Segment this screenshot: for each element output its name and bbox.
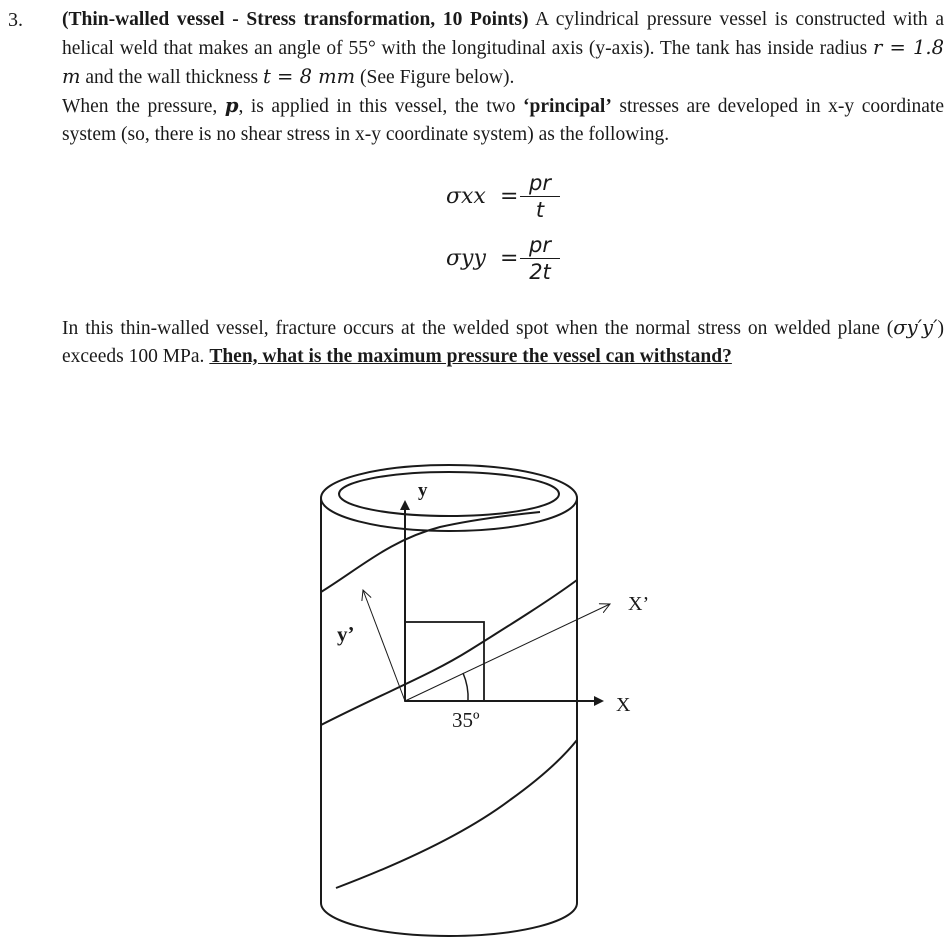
angle-label: 35º (452, 708, 480, 732)
question-prompt: Then, what is the maximum pressure the vessel can withstand? (209, 346, 732, 367)
angle-arc (463, 673, 468, 701)
sigma-weld-symbol: σy′y′ (893, 316, 938, 339)
cylinder-top-inner (339, 472, 559, 516)
stress-element (405, 622, 484, 701)
x-axis-label: X (616, 694, 631, 716)
fraction-numerator: pr (520, 232, 560, 259)
weld-line (336, 740, 577, 888)
question-number: 3. (8, 9, 23, 31)
x-prime-axis-arrow (405, 604, 610, 701)
cylinder-top-outer (321, 465, 577, 531)
equation-equals: = (500, 246, 519, 271)
pressure-text-2: , is applied in this vessel, the two (238, 96, 523, 117)
intro-text-3: (See Figure below). (355, 67, 515, 88)
y-prime-axis-arrow (363, 590, 405, 701)
thickness-expression: t = 8 mm (263, 65, 356, 88)
principal-word: ‘principal’ (522, 96, 612, 117)
radius-expression: r = 1.8 m (62, 36, 944, 88)
fracture-text-1: In this thin-walled vessel, fracture occurs at the welded spot when the normal stress on welded plane ( (62, 318, 894, 339)
weld-line (321, 580, 577, 725)
weld-line (321, 512, 540, 592)
fracture-text-2: ) exceeds 100 MPa. (62, 318, 944, 367)
pressure-text-3: stresses are developed in x-y coordinate system (so, there is no shear stress in x-y coordinate system) as the following. (62, 96, 945, 145)
x-prime-axis-label: X’ (628, 593, 650, 615)
y-prime-axis-label: y’ (337, 622, 355, 646)
fraction-denominator: t (535, 198, 545, 222)
intro-text-2: and the wall thickness (80, 67, 263, 88)
equation-equals: = (500, 184, 519, 209)
pressure-text-1: When the pressure, (62, 96, 225, 117)
fraction-numerator: pr (520, 170, 560, 197)
y-axis-label: y (418, 480, 428, 501)
cylinder-bottom (321, 903, 577, 936)
pressure-symbol: p (224, 94, 239, 117)
fraction-denominator: 2t (529, 260, 551, 284)
problem-title: (Thin-walled vessel - Stress transformation, 10 Points) (62, 9, 529, 30)
intro-text-1: A cylindrical pressure vessel is constructed with a helical weld that makes an angle of 55° with the longitudinal axis (y-axis). The tank has inside radius (62, 9, 945, 59)
